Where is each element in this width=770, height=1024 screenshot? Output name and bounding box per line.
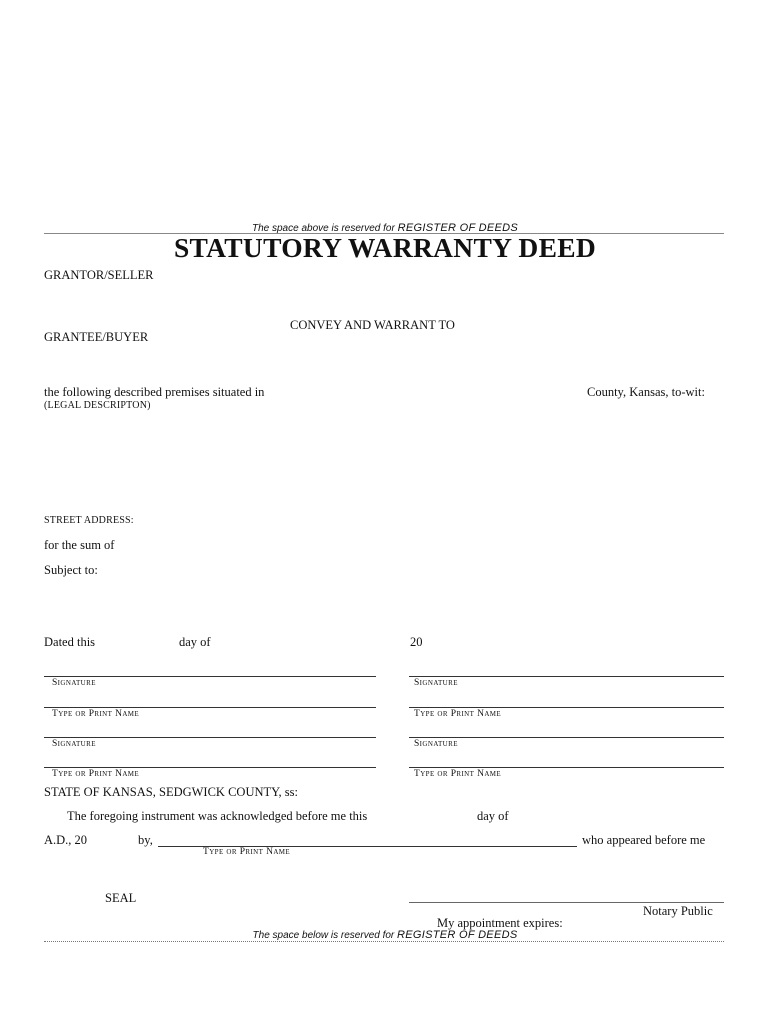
appeared-text: who appeared before me — [582, 833, 706, 847]
reserved-below-prefix: The space below is reserved for — [252, 930, 398, 941]
print-name-label: Type or Print Name — [52, 769, 140, 779]
reserved-above-office: REGISTER OF DEEDS — [397, 222, 519, 234]
grantee-label: GRANTEE/BUYER — [44, 330, 149, 344]
appointment-expires-label: My appointment expires: — [437, 916, 563, 930]
dated-day-of-label: day of — [179, 635, 211, 649]
notary-day-of-label: day of — [477, 809, 509, 823]
print-name-line[interactable] — [409, 707, 724, 708]
signature-label: Signature — [414, 678, 458, 688]
signature-line[interactable] — [409, 676, 724, 677]
signature-label: Signature — [52, 739, 96, 749]
signature-line[interactable] — [44, 737, 376, 738]
sum-label: for the sum of — [44, 538, 115, 552]
state-county-line: STATE OF KANSAS, SEDGWICK COUNTY, ss: — [44, 785, 299, 799]
subject-to-label: Subject to: — [44, 563, 98, 577]
reserved-below-office: REGISTER OF DEEDS — [397, 929, 518, 941]
street-address-label: STREET ADDRESS: — [44, 515, 134, 526]
reserved-above-prefix: The space above is reserved for — [251, 223, 398, 234]
notary-public-label: Notary Public — [643, 904, 713, 918]
signature-line[interactable] — [409, 737, 724, 738]
dated-year-label: 20 — [410, 635, 423, 649]
print-name-label: Type or Print Name — [414, 709, 502, 719]
signature-line[interactable] — [44, 676, 376, 677]
dated-this-label: Dated this — [44, 635, 96, 649]
ad-year-label: A.D., 20 — [44, 833, 88, 847]
legal-description-label: (LEGAL DESCRIPTON) — [44, 400, 151, 411]
grantor-label: GRANTOR/SELLER — [44, 268, 154, 282]
by-label: by, — [138, 833, 153, 847]
convey-text: CONVEY AND WARRANT TO — [290, 318, 455, 332]
notary-signature-line[interactable] — [409, 902, 724, 903]
document-title: STATUTORY WARRANTY DEED — [173, 232, 597, 263]
print-name-line[interactable] — [409, 767, 724, 768]
signature-label: Signature — [414, 739, 458, 749]
print-name-line[interactable] — [44, 707, 376, 708]
print-name-label: Type or Print Name — [52, 709, 140, 719]
notary-print-name-label: Type or Print Name — [203, 847, 291, 857]
seal-label: SEAL — [105, 891, 137, 905]
footer-divider — [44, 941, 724, 942]
print-name-line[interactable] — [44, 767, 376, 768]
print-name-label: Type or Print Name — [414, 769, 502, 779]
reserved-below-note — [0, 929, 770, 941]
signature-label: Signature — [52, 678, 96, 688]
acknowledged-text: The foregoing instrument was acknowledged before me this — [67, 809, 368, 823]
county-text: County, Kansas, to-wit: — [587, 385, 705, 399]
situated-text: the following described premises situated in — [44, 385, 265, 399]
